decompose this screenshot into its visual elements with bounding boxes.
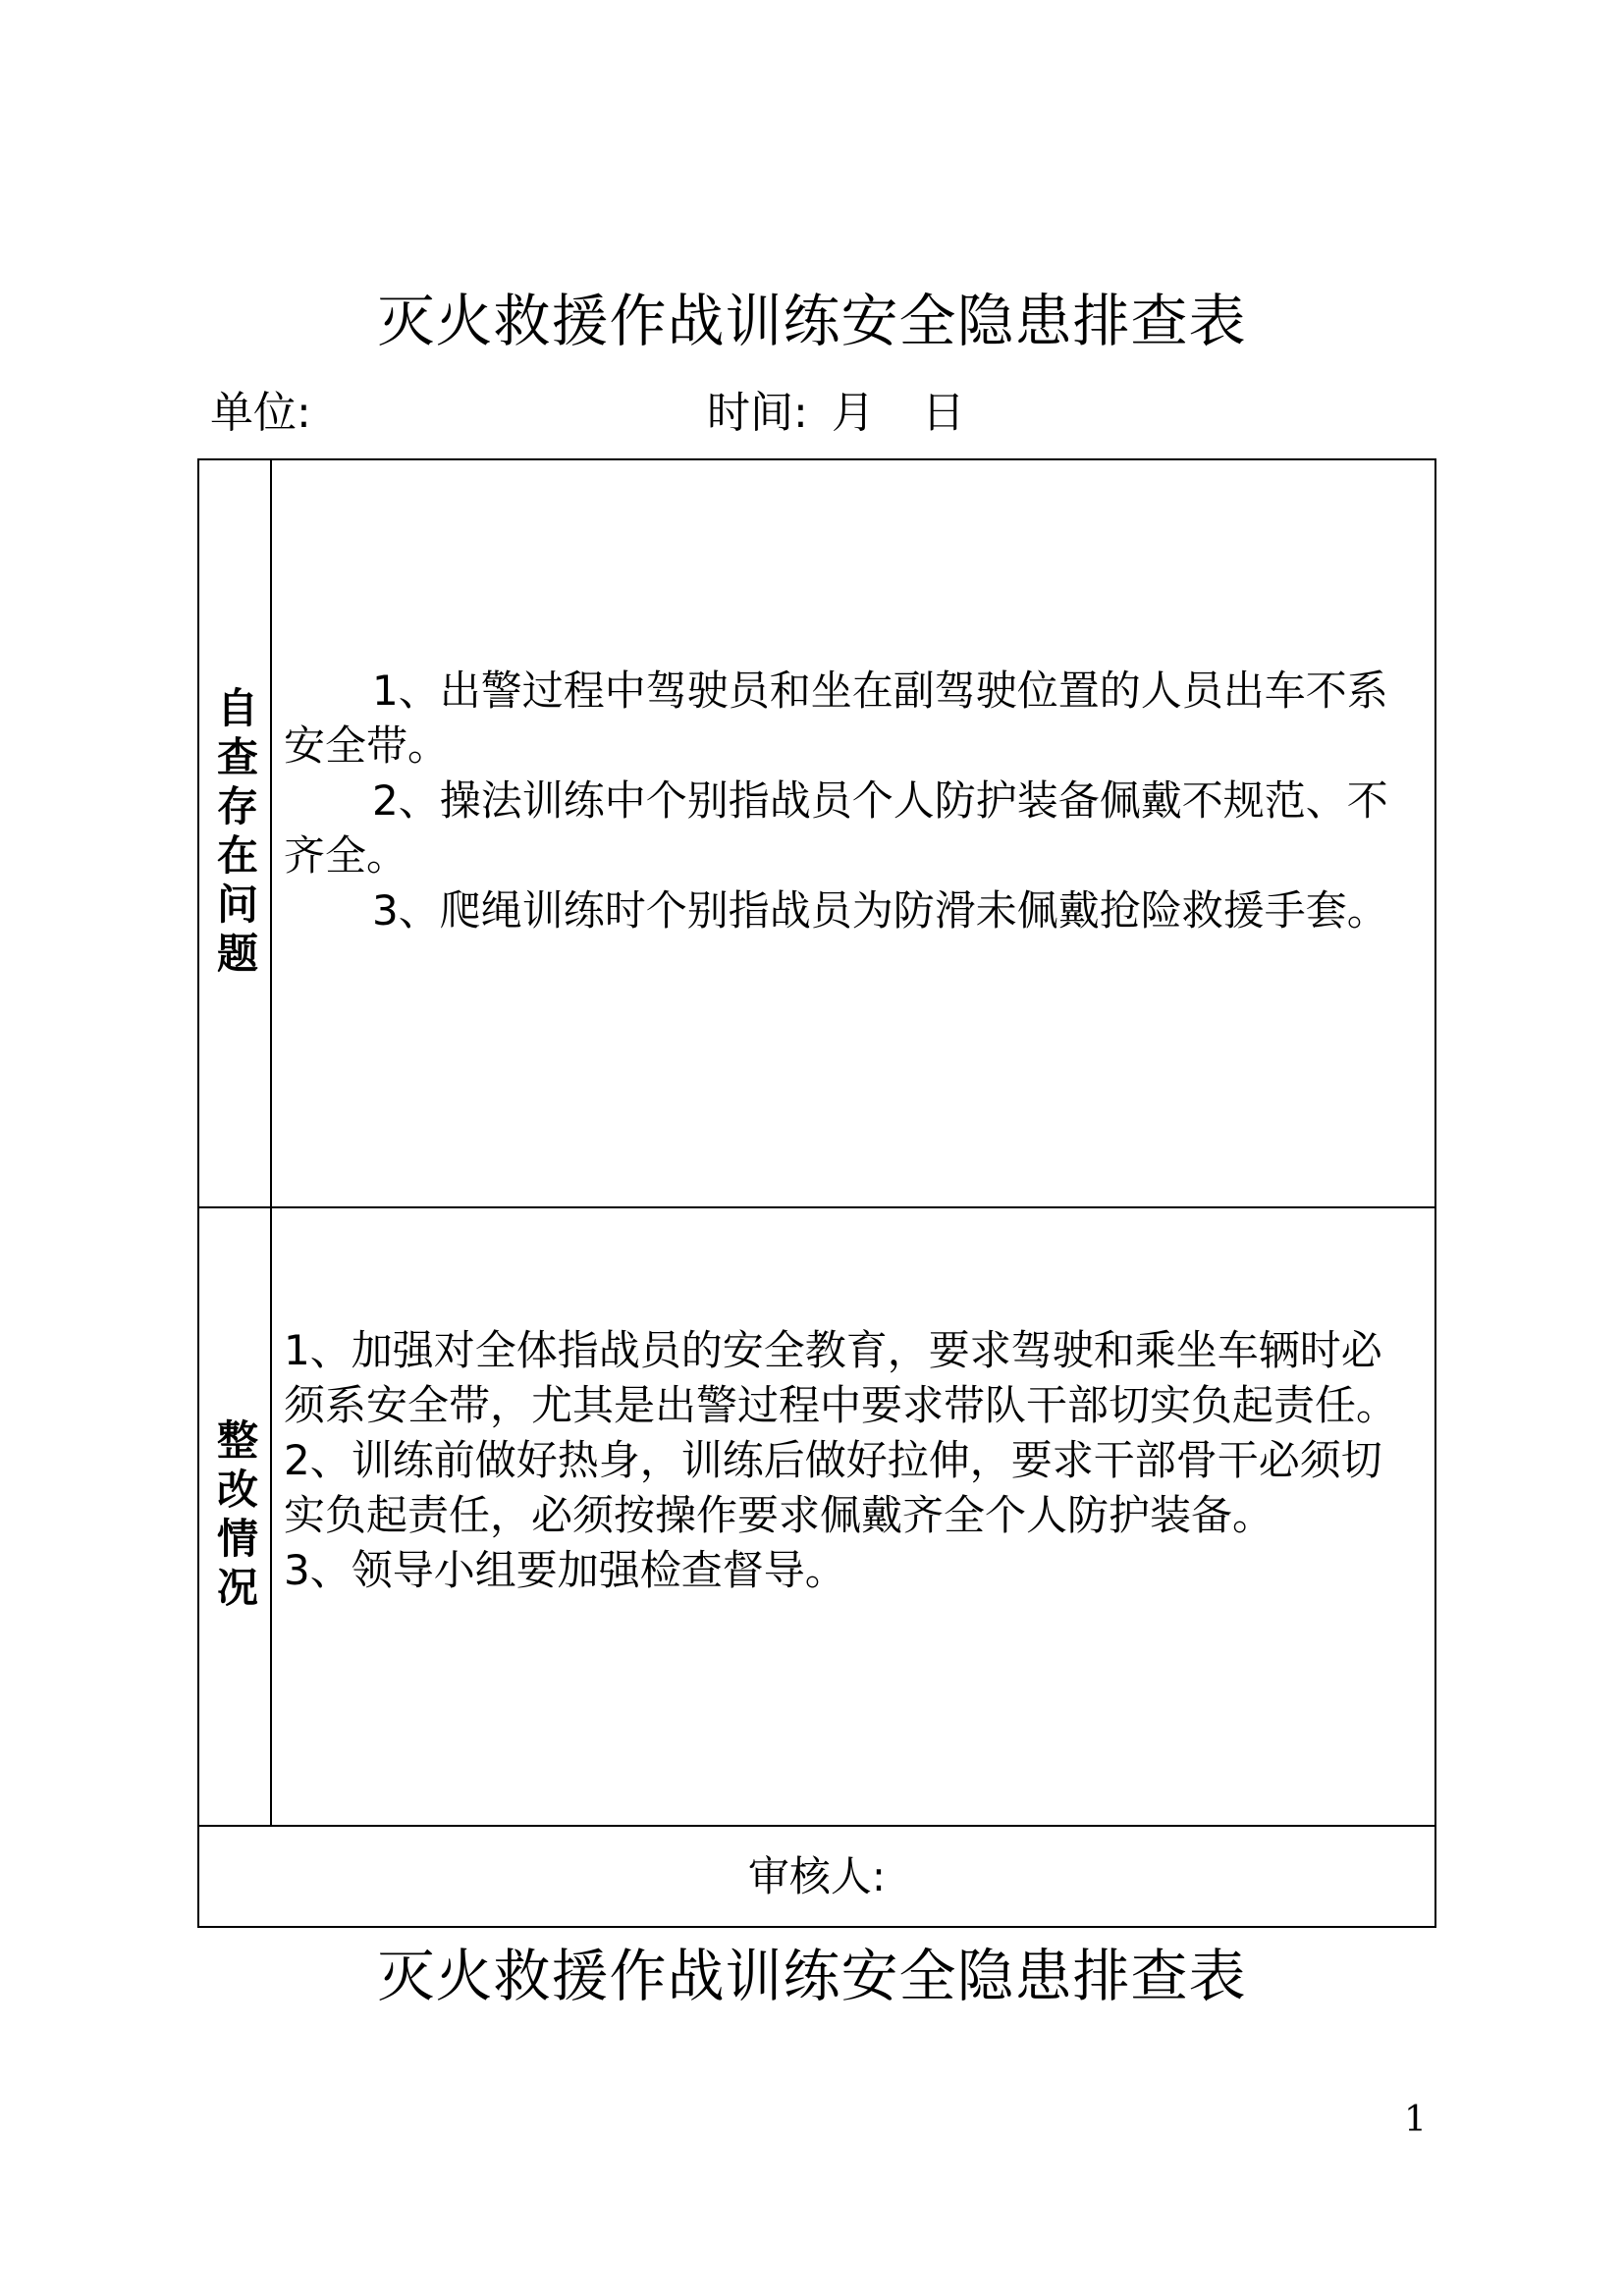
day-label: 日 — [921, 388, 965, 438]
unit-field-label: 单位: — [210, 388, 311, 438]
issues-label: 自查存在问题 — [211, 686, 259, 981]
reviewer-label: 审核人: — [747, 1851, 887, 1900]
page-number: 1 — [1404, 2100, 1427, 2140]
rectification-label: 整改情况 — [211, 1418, 259, 1615]
issue-item: 2、操法训练中个别指战员个人防护装备佩戴不规范、不齐全。 — [284, 776, 1388, 880]
issues-label-cell — [199, 460, 272, 1206]
date-field — [707, 386, 969, 441]
time-label: 时间: — [707, 388, 808, 438]
reviewer-row — [199, 1827, 1435, 1926]
issue-item: 1、出警过程中驾驶员和坐在副驾驶位置的人员出车不系安全带。 — [284, 667, 1388, 770]
rectification-item: 1、加强对全体指战员的安全教育，要求驾驶和乘坐车辆时必须系安全带，尤其是出警过程中要求带队干部切实负起责任。 — [284, 1326, 1398, 1429]
issues-section — [199, 460, 1435, 1208]
rectification-section — [199, 1208, 1435, 1827]
rectification-item: 2、训练前做好热身，训练后做好拉伸，要求干部骨干必须切实负起责任，必须按操作要求佩戴齐全个人防护装备。 — [284, 1436, 1382, 1539]
issues-content-cell — [284, 664, 1423, 938]
rectification-content-cell — [284, 1323, 1423, 1598]
document-title: 灭火救援作战训练安全隐患排查表 — [377, 288, 1247, 354]
rectification-item: 3、领导小组要加强检查督导。 — [284, 1546, 846, 1594]
repeated-document-title: 灭火救援作战训练安全隐患排查表 — [377, 1943, 1247, 2009]
month-label: 月 — [831, 388, 875, 438]
rectification-label-cell — [199, 1208, 272, 1825]
inspection-form-table — [197, 458, 1436, 1928]
issue-item: 3、爬绳训练时个别指战员为防滑未佩戴抢险救援手套。 — [372, 886, 1388, 934]
